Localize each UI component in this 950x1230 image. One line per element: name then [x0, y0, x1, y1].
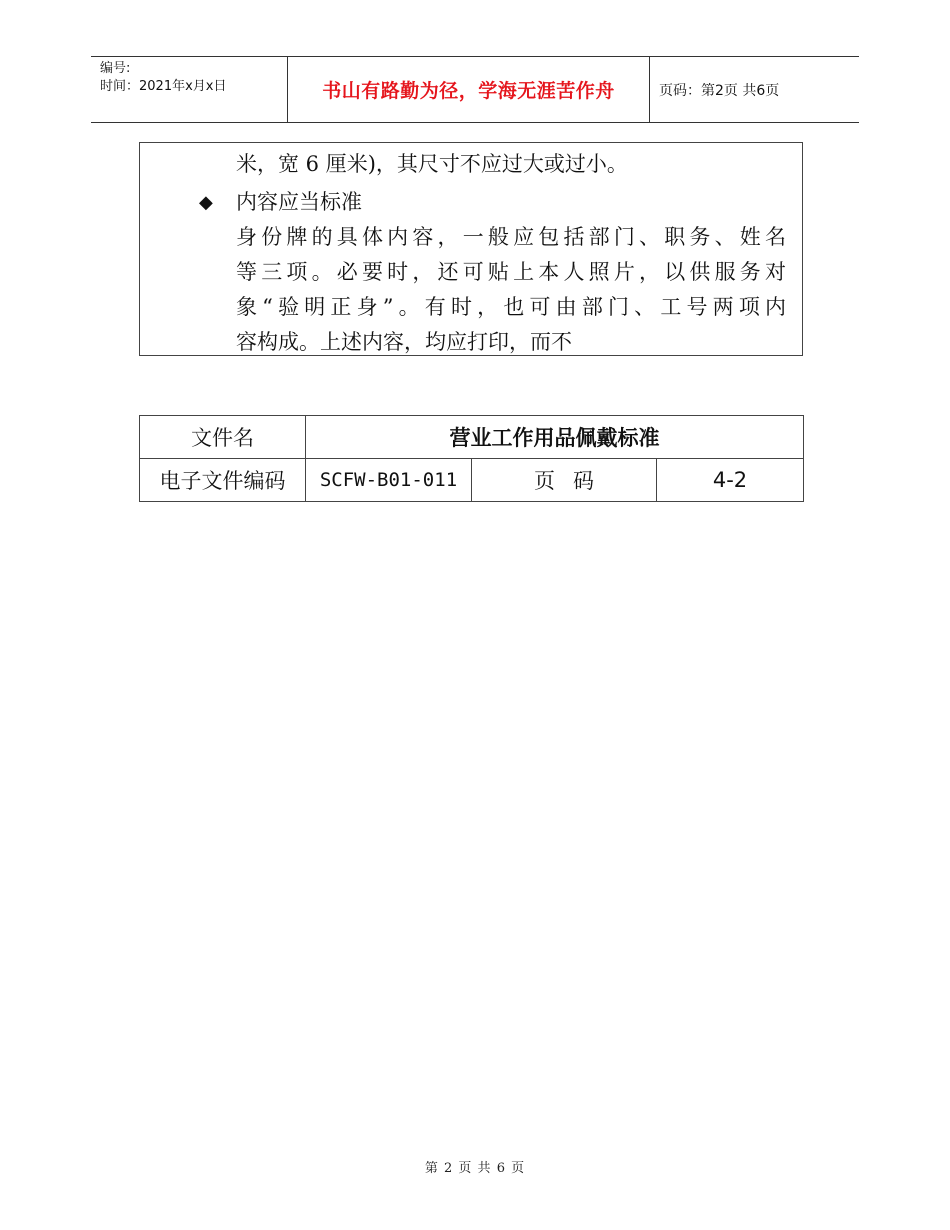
header-top-rule: [91, 56, 859, 57]
paragraph-line-1: 身份牌的具体内容，一般应包括部门、职务、姓名: [236, 225, 786, 249]
header-time-label: 时间：2021年x月x日: [100, 79, 227, 94]
header-motto: 书山有路勤为径，学海无涯苦作舟: [322, 80, 615, 102]
file-name-value: 营业工作用品佩戴标准: [306, 416, 804, 459]
page-label: 页码: [472, 459, 657, 502]
header-meta: [100, 60, 226, 96]
footer-page-number: 第 2 页 共 6 页: [424, 1161, 526, 1176]
paragraph-line-4: 容构成。上述内容，均应打印，而不: [236, 330, 572, 354]
header-number-label: 编号:: [100, 61, 131, 76]
paragraph-line-3: 象“验明正身”。有时，也可由部门、工号两项内: [236, 295, 786, 319]
bullet-diamond-icon: ◆: [199, 192, 213, 213]
file-code-label: 电子文件编码: [140, 459, 306, 502]
file-code-value: SCFW-B01-011: [306, 459, 472, 502]
header-divider-right: [649, 56, 650, 123]
content-line-1: 米，宽 6 厘米)，其尺寸不应过大或过小。: [236, 152, 628, 176]
document-info-table: [139, 415, 804, 502]
header-bottom-rule: [91, 122, 859, 123]
bullet-heading: 内容应当标准: [236, 190, 362, 214]
page-value: 4-2: [657, 459, 804, 502]
table-row: [140, 459, 804, 502]
paragraph-line-2: 等三项。必要时，还可贴上本人照片，以供服务对: [236, 260, 786, 284]
file-name-label: 文件名: [140, 416, 306, 459]
header-page-info: 页码：第2页 共6页: [659, 83, 780, 99]
table-row: [140, 416, 804, 459]
